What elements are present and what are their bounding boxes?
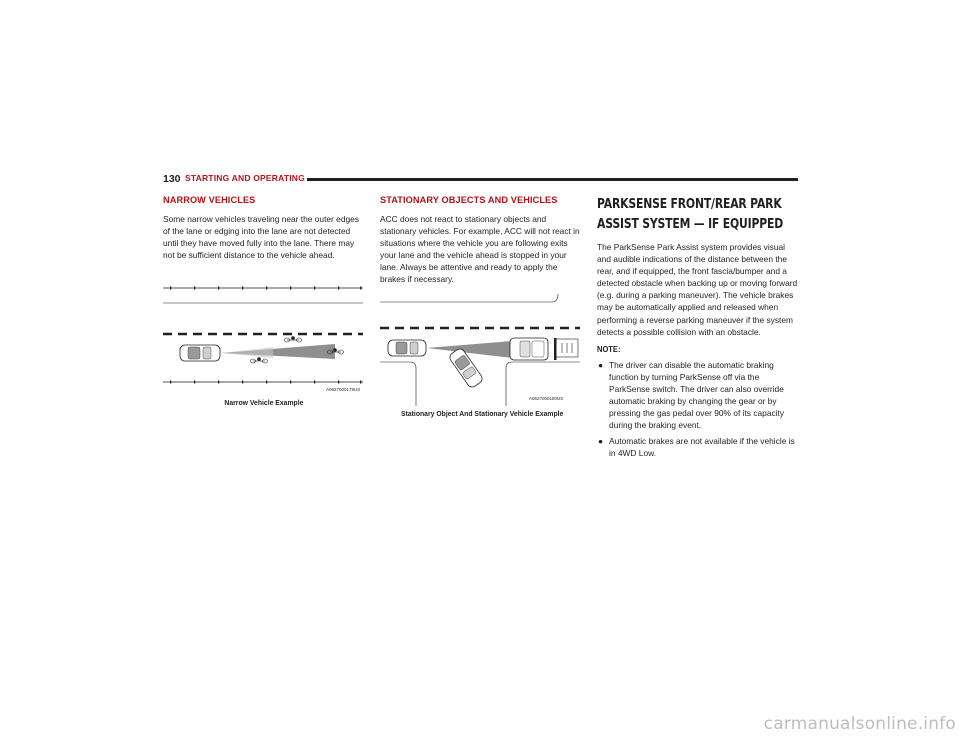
motorcycle-icon (285, 337, 302, 343)
note-label: NOTE: (597, 343, 621, 354)
motorcycle-icon (251, 358, 268, 364)
figure-code: A0627000180US (529, 396, 564, 401)
radar-beam (427, 341, 512, 358)
host-car-icon (388, 340, 426, 356)
heading-stationary-objects: STATIONARY OBJECTS AND VEHICLES (380, 195, 558, 205)
stationary-vehicle-figure (380, 288, 582, 408)
list-item: ● The driver can disable the automatic braking function by turning ParkSense off via the ParkSense switch. The driver can also override automatic braking by changing the gear or by pressing the gas pedal over 90% of its capacity during the braking event. (598, 359, 785, 431)
header-rule (307, 178, 798, 181)
side-street-left (380, 362, 416, 406)
column-narrow-vehicles (163, 195, 363, 261)
caption-stationary-vehicle: Stationary Object And Stationary Vehicle Example (401, 409, 564, 418)
paragraph-stationary-objects: ACC does not react to stationary objects and stationary vehicles. For example, ACC will not react in situations where the vehicle you are following exits your lane and the vehicle ahead is stopped in your lane. Always be attentive and ready to apply the brakes if necessary. (380, 214, 580, 285)
host-car-icon (180, 345, 220, 361)
list-item: ● Automatic brakes are not available if the vehicle is in 4WD Low. (598, 436, 795, 459)
bullet-icon: ● (598, 436, 604, 447)
caption-narrow-vehicle: Narrow Vehicle Example (224, 398, 304, 407)
page-number: 130 (163, 173, 181, 185)
road-curve-top (380, 294, 558, 302)
parksense-title: PARKSENSE FRONT/REAR PARK ASSIST SYSTEM — IF EQUIPPED (597, 197, 784, 232)
column-parksense (597, 195, 798, 464)
narrow-vehicle-figure (163, 283, 365, 395)
barrier (554, 338, 557, 360)
paragraph-parksense: The ParkSense Park Assist system provides visual and audible indications of the distance between the rear, and if equipped, the front fascia/bumper and a detected obstacle when backing up or moving forward (e.g. during a parking maneuver). The vehicle brakes may be automatically applied and released when performing a reverse parking maneuver if the system detects a possible collision with an obstacle. (597, 242, 798, 337)
paragraph-narrow-vehicles: Some narrow vehicles traveling near the outer edges of the lane or edging into the lane are not detected until they have moved fully into the lane. There may not be sufficient distance to the vehicle ahead. (163, 214, 359, 261)
note-list (597, 359, 798, 460)
section-title: STARTING AND OPERATING (185, 173, 305, 183)
watermark: carmanualsonline.info (763, 714, 956, 734)
figure-code: A0627000179US (326, 387, 361, 392)
stationary-object-icon (556, 339, 578, 357)
page-header (163, 173, 798, 187)
column-stationary-objects (380, 195, 580, 286)
heading-narrow-vehicles: NARROW VEHICLES (163, 195, 256, 205)
bullet-icon: ● (598, 359, 604, 370)
stopped-vehicle-icon (510, 338, 548, 360)
